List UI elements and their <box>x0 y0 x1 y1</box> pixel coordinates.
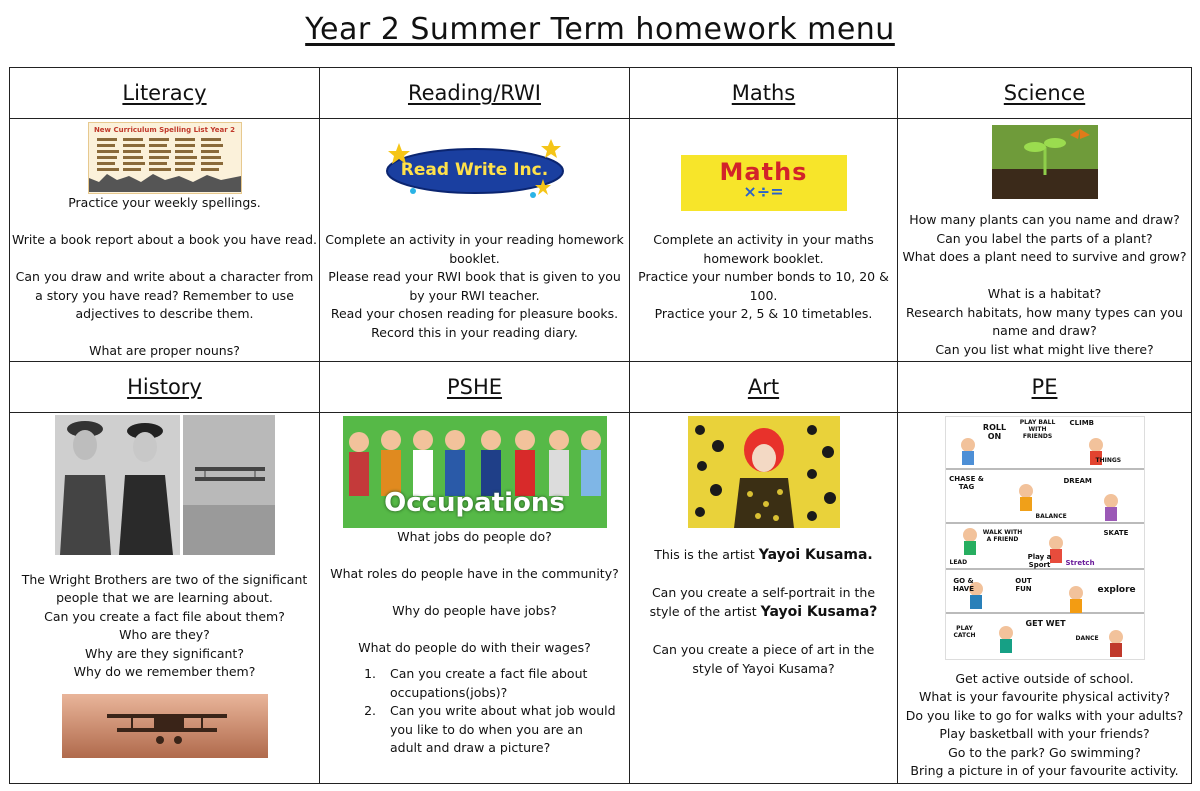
pe-activities-poster <box>945 416 1145 660</box>
pshe-task-2: 2. Can you write about what job would you like to do when you are an adult and draw a picture? <box>380 702 617 758</box>
pe-label-lead: LEAD <box>949 558 968 566</box>
art-line-2 <box>630 584 897 621</box>
pe-label-chase-tag: CHASE & TAG <box>949 474 984 491</box>
reading-text: Complete an activity in your reading homework booklet. Please read your RWI book that is given to you by your RWI teacher. Read your chosen reading for pleasure books. Record this in your reading diary. <box>325 232 624 340</box>
pe-label-walk: WALK WITH A FRIEND <box>982 528 1023 543</box>
pe-label-stretch: Stretch <box>1065 558 1095 567</box>
cell-science <box>898 119 1192 362</box>
header-science: Science <box>898 68 1192 119</box>
cell-art <box>630 412 898 783</box>
maths-text: Complete an activity in your maths homework booklet. Practice your number bonds to 10, 20 & 100. Practice your 2, 5 & 10 timetables. <box>638 232 889 321</box>
pe-label-catch: PLAY CATCH <box>953 624 976 639</box>
cell-reading <box>320 119 630 362</box>
pe-label-balance: BALANCE <box>1035 512 1067 520</box>
cell-literacy <box>10 119 320 362</box>
rwi-logo-text: Read Write Inc. <box>400 160 549 180</box>
cell-history <box>10 412 320 783</box>
header-literacy: Literacy <box>10 68 320 119</box>
maths-logo-text: Maths <box>719 158 808 186</box>
spelling-list-image <box>88 122 242 194</box>
history-text: The Wright Brothers are two of the significant people that we are learning about. Can you create a fact file about them? Who are they? Why are they significant? Why do we remember them? <box>21 571 308 679</box>
pe-label-go-have: GO & HAVE <box>953 576 974 593</box>
pe-label-play-ball: PLAY BALL WITH FRIENDS <box>1019 418 1056 440</box>
occupations-banner-text: Occupations <box>384 487 565 518</box>
header-pshe: PSHE <box>320 361 630 412</box>
pe-label-sport: Play a Sport <box>1027 552 1052 569</box>
maths-logo <box>681 155 847 211</box>
art-line-2-text: Can you create a self-portrait in the style of the artist <box>649 585 876 619</box>
plant-seedling-image <box>992 125 1098 199</box>
science-text: How many plants can you name and draw? Can you label the parts of a plant? What does a plant need to survive and grow? What is a habitat? Research habitats, how many types can you name and draw? Can you list what might live there? <box>902 212 1187 357</box>
read-write-inc-logo <box>383 135 567 205</box>
header-reading: Reading/RWI <box>320 68 630 119</box>
pe-label-things: THINGS <box>1095 456 1122 464</box>
literacy-text: Practice your weekly spellings. Write a book report about a book you have read. Can you draw and write about a character from a story you have read? Remember to use adjectives to describe them. What are proper nouns? <box>11 195 318 358</box>
wright-brothers-photo <box>55 415 275 555</box>
cell-pshe <box>320 412 630 783</box>
homework-menu-table <box>9 67 1192 784</box>
pshe-task-list <box>320 665 629 758</box>
header-history: History <box>10 361 320 412</box>
header-maths: Maths <box>630 68 898 119</box>
pe-label-skate: SKATE <box>1103 528 1129 537</box>
cell-maths <box>630 119 898 362</box>
pe-text: Get active outside of school. What is your favourite physical activity? Do you like to go for walks with your adults? Play basketball with your friends? Go to the park? Go swimming? Bring a picture in of your favourite activity. <box>905 670 1184 778</box>
pe-label-explore: explore <box>1097 584 1136 595</box>
pshe-text: What jobs do people do? What roles do people have in the community? Why do people have jobs? What do people do with their wages? <box>330 528 619 655</box>
artist-name-2: Yayoi Kusama? <box>760 603 878 620</box>
artist-name: Yayoi Kusama. <box>758 546 873 563</box>
spelling-list-heading: New Curriculum Spelling List Year 2 <box>93 126 236 134</box>
cell-pe <box>898 412 1192 783</box>
biplane-image <box>62 694 268 758</box>
pe-label-dream: DREAM <box>1063 476 1092 485</box>
occupations-banner <box>343 416 607 528</box>
pe-label-out-fun: OUT FUN <box>1015 576 1032 593</box>
art-line-3: Can you create a piece of art in the style of Yayoi Kusama? <box>652 642 875 676</box>
pshe-task-1: 1. Can you create a fact file about occupations(jobs)? <box>380 665 617 702</box>
maths-symbols: ×÷= <box>743 182 784 201</box>
header-pe: PE <box>898 361 1192 412</box>
pe-label-get-wet: GET WET <box>1025 618 1066 628</box>
pe-label-dance: DANCE <box>1075 634 1099 642</box>
header-art: Art <box>630 361 898 412</box>
yayoi-kusama-photo <box>688 416 840 528</box>
pe-label-roll-on: ROLL ON <box>982 422 1007 441</box>
page-title: Year 2 Summer Term homework menu <box>305 12 895 47</box>
art-line-1-text: This is the artist <box>654 546 759 562</box>
pe-label-climb: CLIMB <box>1069 418 1095 427</box>
art-line-1 <box>630 546 897 565</box>
